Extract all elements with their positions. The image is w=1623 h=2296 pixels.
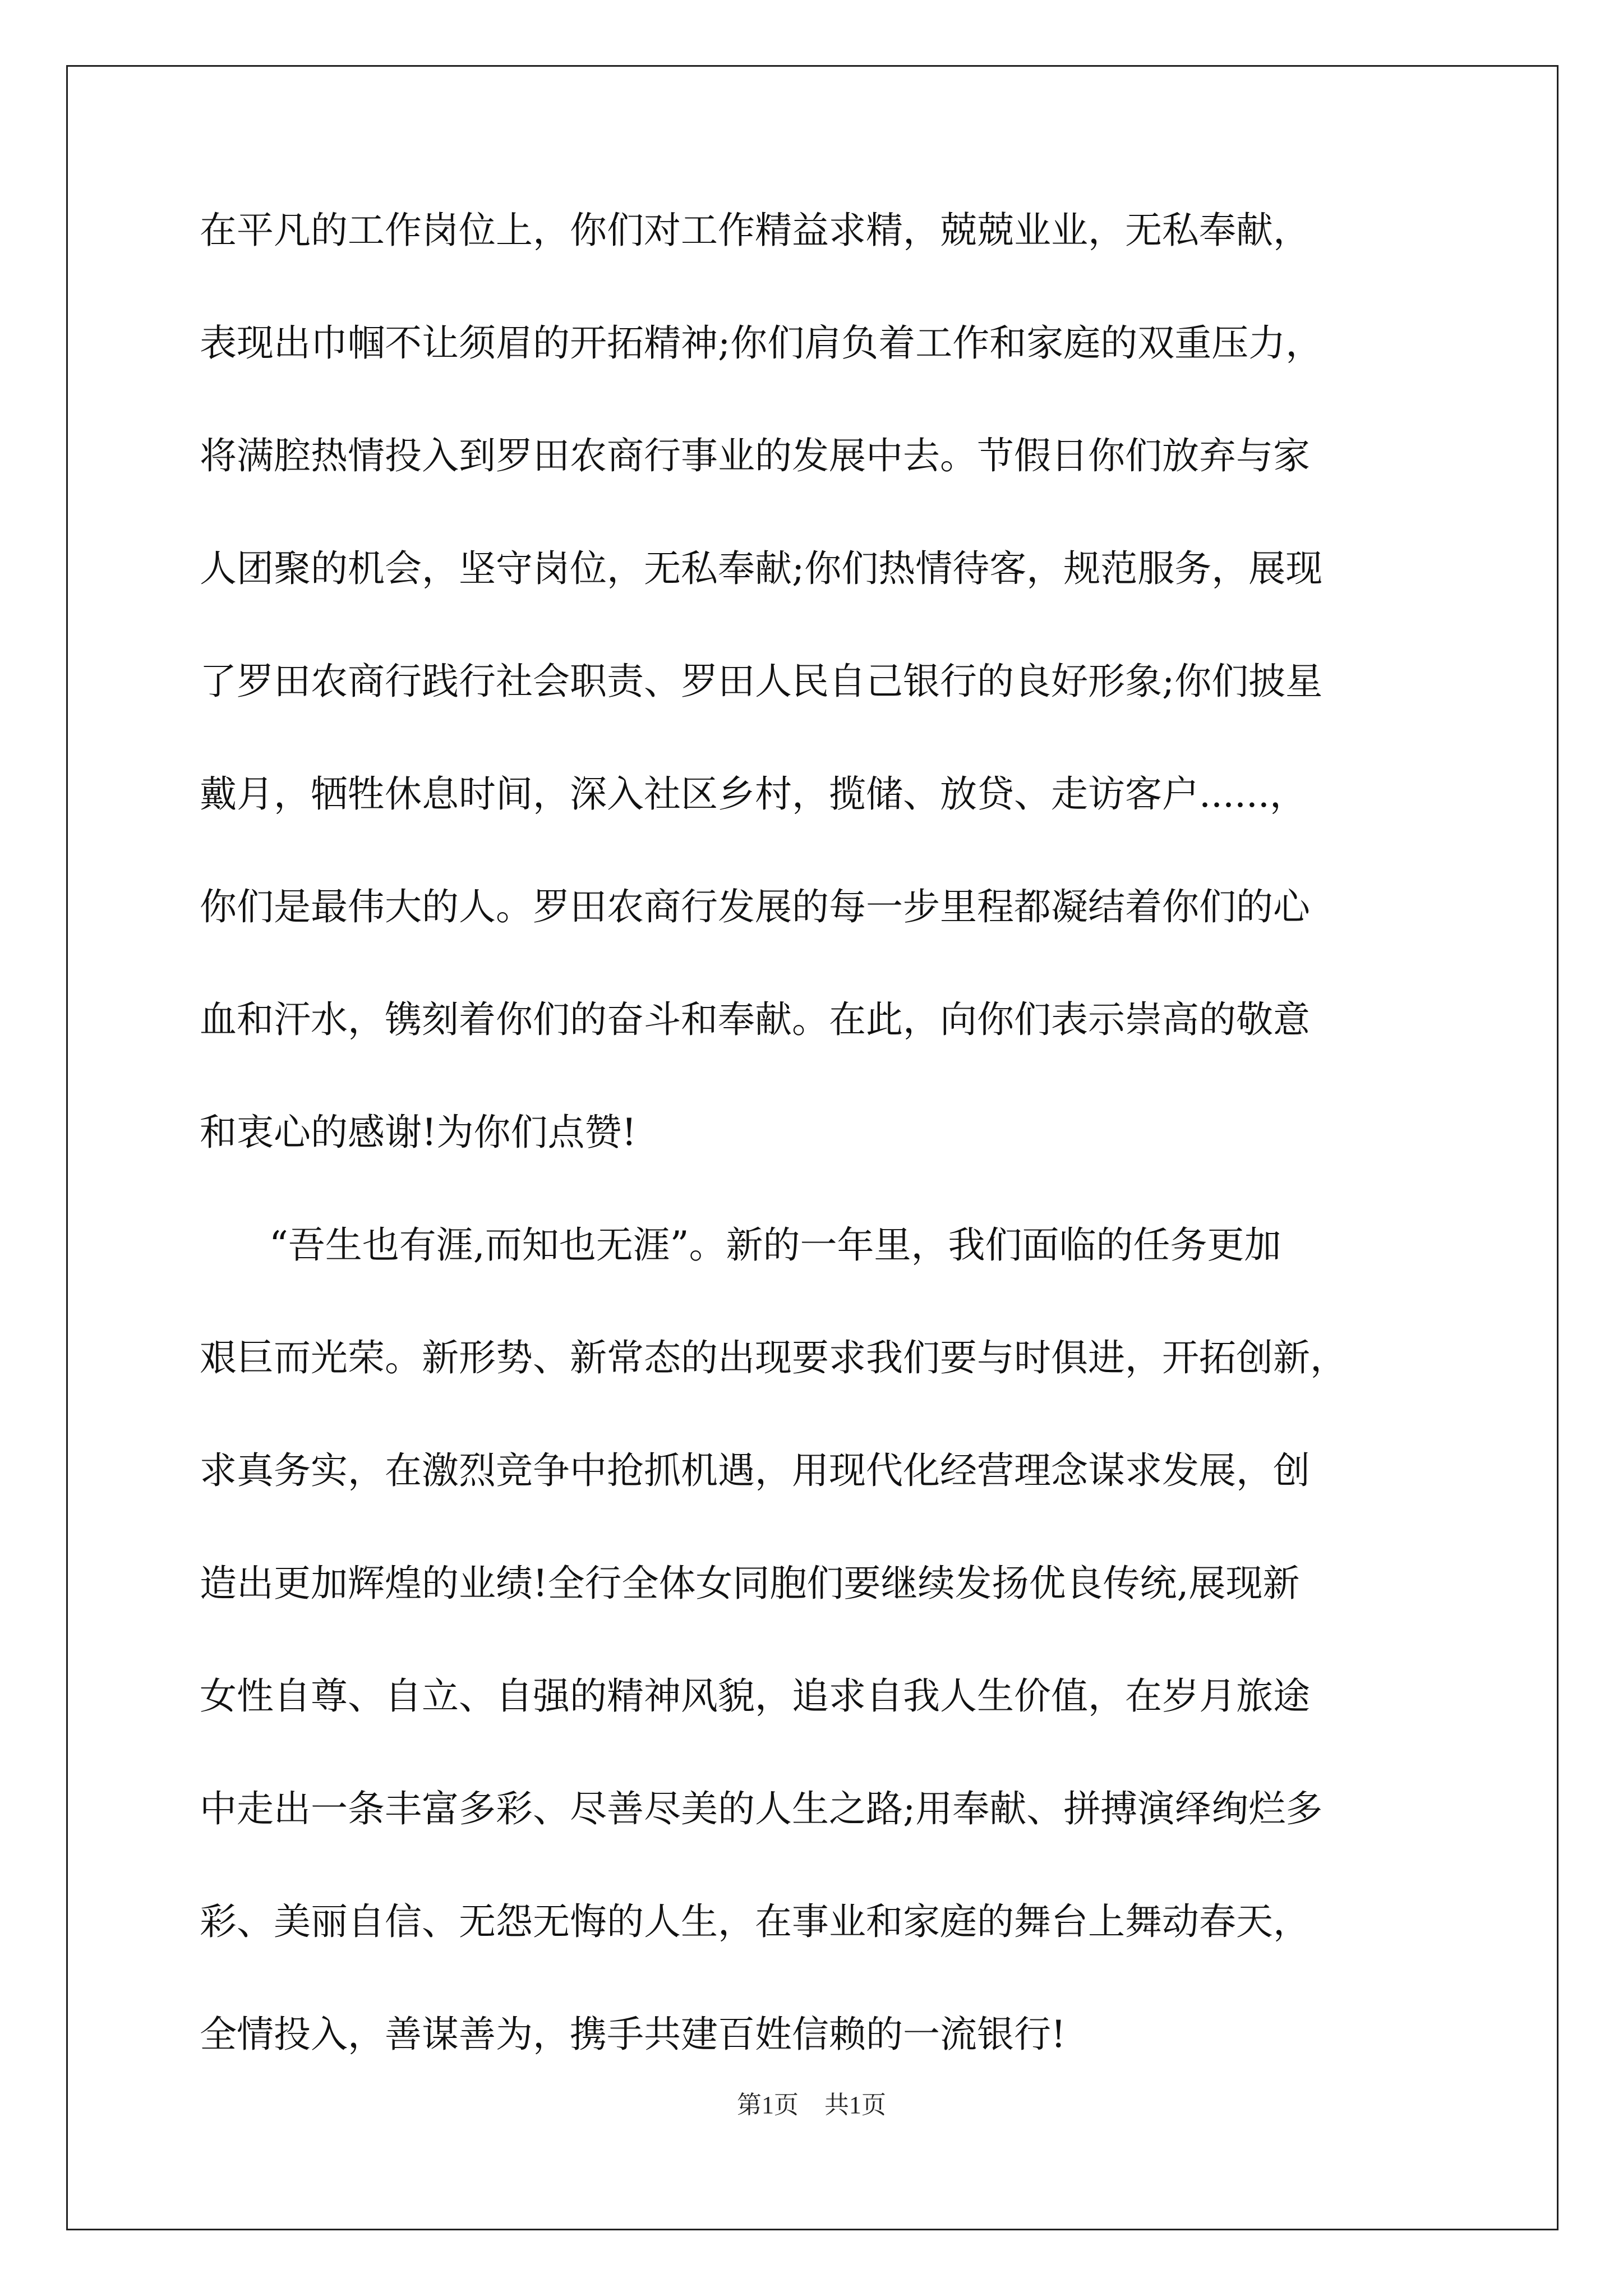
paragraph-2-line-5: 女性自尊、自立、自强的精神风貌，追求自我人生价值，在岁月旅途 (200, 1674, 1310, 1718)
paragraph-2-line-6: 中走出一条丰富多彩、尽善尽美的人生之路;用奉献、拼搏演绎绚烂多 (200, 1787, 1323, 1830)
page-number-total: 共1页 (824, 2091, 886, 2119)
paragraph-1-line-9: 和衷心的感谢!为你们点赞! (200, 1111, 637, 1154)
paragraph-1-line-7: 你们是最伟大的人。罗田农商行发展的每一步里程都凝结着你们的心 (200, 885, 1310, 928)
paragraph-2-line-2: 艰巨而光荣。新形势、新常态的出现要求我们要与时俱进，开拓创新， (200, 1336, 1347, 1379)
paragraph-1-line-8: 血和汗水，镌刻着你们的奋斗和奉献。在此，向你们表示崇高的敬意 (200, 998, 1310, 1041)
paragraph-1-line-4: 人团聚的机会，坚守岗位，无私奉献;你们热情待客，规范服务，展现 (200, 547, 1323, 590)
page-footer (0, 2091, 1623, 2119)
document-body (200, 211, 1431, 2054)
paragraph-1-line-6: 戴月，牺牲休息时间，深入社区乡村，揽储、放贷、走访客户......， (200, 772, 1307, 816)
paragraph-2-line-3: 求真务实，在激烈竞争中抢抓机遇，用现代化经营理念谋求发展，创 (200, 1449, 1310, 1492)
paragraph-2-line-4: 造出更加辉煌的业绩!全行全体女同胞们要继续发扬优良传统,展现新 (200, 1562, 1300, 1605)
page-number-current: 第1页 (737, 2091, 799, 2119)
paragraph-2-line-7: 彩、美丽自信、无怨无悔的人生，在事业和家庭的舞台上舞动春天， (200, 1900, 1310, 1943)
paragraph-2-line-1: “吾生也有涯,而知也无涯”。新的一年里，我们面临的任务更加 (269, 1223, 1281, 1267)
paragraph-1-line-5: 了罗田农商行践行社会职责、罗田人民自己银行的良好形象;你们披星 (200, 660, 1323, 703)
paragraph-1-line-1: 在平凡的工作岗位上，你们对工作精益求精，兢兢业业，无私奉献， (200, 209, 1310, 252)
paragraph-1-line-2: 表现出巾帼不让须眉的开拓精神;你们肩负着工作和家庭的双重压力， (200, 321, 1323, 365)
paragraph-1-line-3: 将满腔热情投入到罗田农商行事业的发展中去。节假日你们放弃与家 (200, 434, 1310, 477)
paragraph-2-line-8: 全情投入，善谋善为，携手共建百姓信赖的一流银行! (200, 2013, 1066, 2056)
